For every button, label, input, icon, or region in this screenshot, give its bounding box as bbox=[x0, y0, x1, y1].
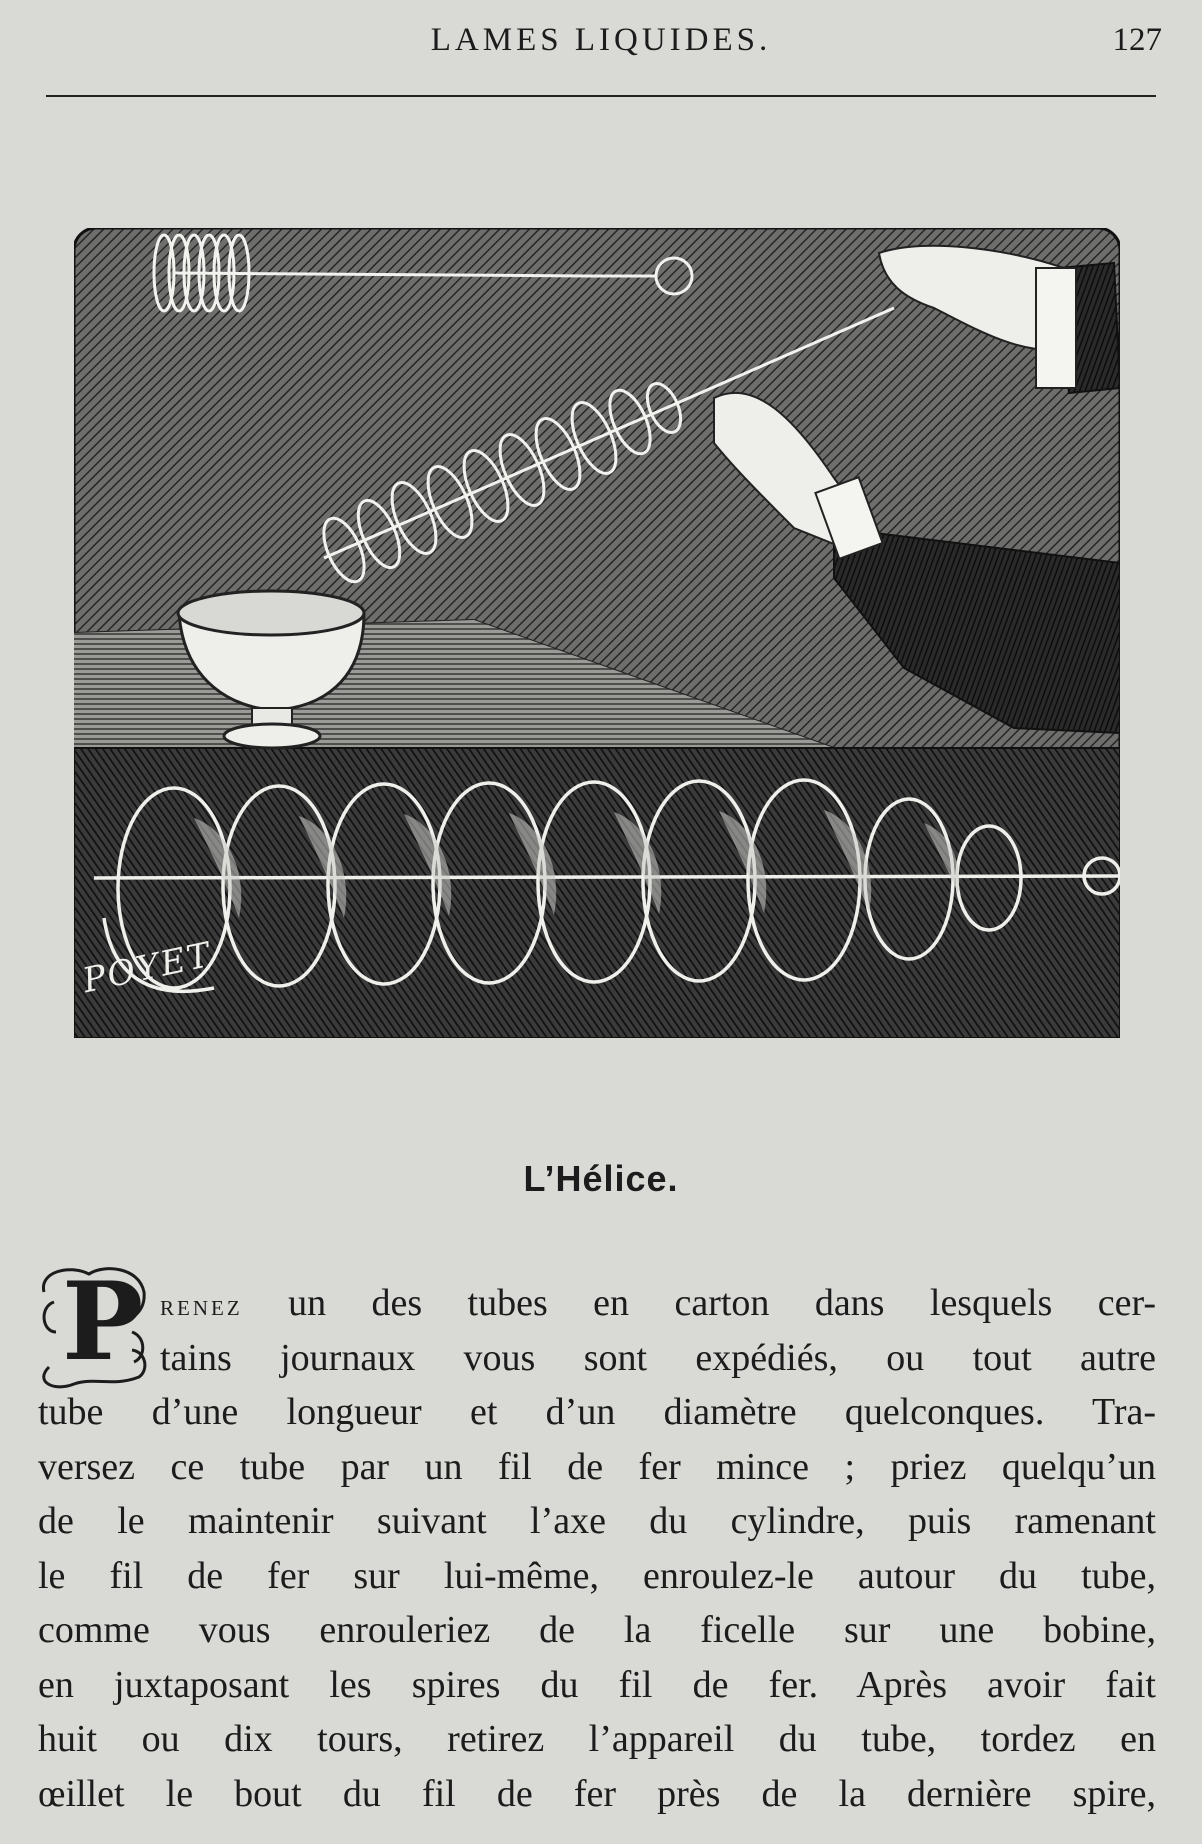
page-number: 127 bbox=[1112, 22, 1162, 58]
engraver-signature: POYET bbox=[79, 934, 216, 1002]
body-paragraph bbox=[38, 1276, 1156, 1821]
figure-caption: L’Hélice. bbox=[523, 1158, 679, 1199]
helix-engraving-figure bbox=[74, 228, 1120, 1038]
text-line: œillet le bout du fil de fer près de la dernière spire, bbox=[38, 1772, 1156, 1815]
text-line: le fil de fer sur lui-même, enroulez-le autour du tube, bbox=[38, 1554, 1156, 1597]
text-line: tube d’une longueur et d’un diamètre quelconques. Tra- bbox=[38, 1391, 1156, 1433]
text-line: tains journaux vous sont expédiés, ou tout autre bbox=[160, 1336, 1156, 1379]
header-rule bbox=[46, 95, 1156, 97]
line-text: un des tubes en carton dans lesquels cer- bbox=[288, 1282, 1156, 1324]
text-line: comme vous enrouleriez de la ficelle sur une bobine, bbox=[38, 1609, 1156, 1651]
lead-word: renez bbox=[160, 1289, 243, 1322]
drop-cap-letter: P bbox=[62, 1259, 144, 1385]
text-line: en juxtaposant les spires du fil de fer. Après avoir fait bbox=[38, 1663, 1156, 1706]
running-head bbox=[0, 22, 1202, 62]
text-line: de le maintenir suivant l’axe du cylindre, puis ramenant bbox=[38, 1500, 1156, 1542]
text-line bbox=[160, 1276, 1156, 1331]
text-line: huit ou dix tours, retirez l’appareil du tube, tordez en bbox=[38, 1718, 1156, 1760]
text-line: versez ce tube par un fil de fer mince ; priez quelqu’un bbox=[38, 1445, 1156, 1488]
engraving-illustration bbox=[74, 228, 1120, 1038]
running-title: LAMES LIQUIDES. bbox=[430, 22, 772, 58]
